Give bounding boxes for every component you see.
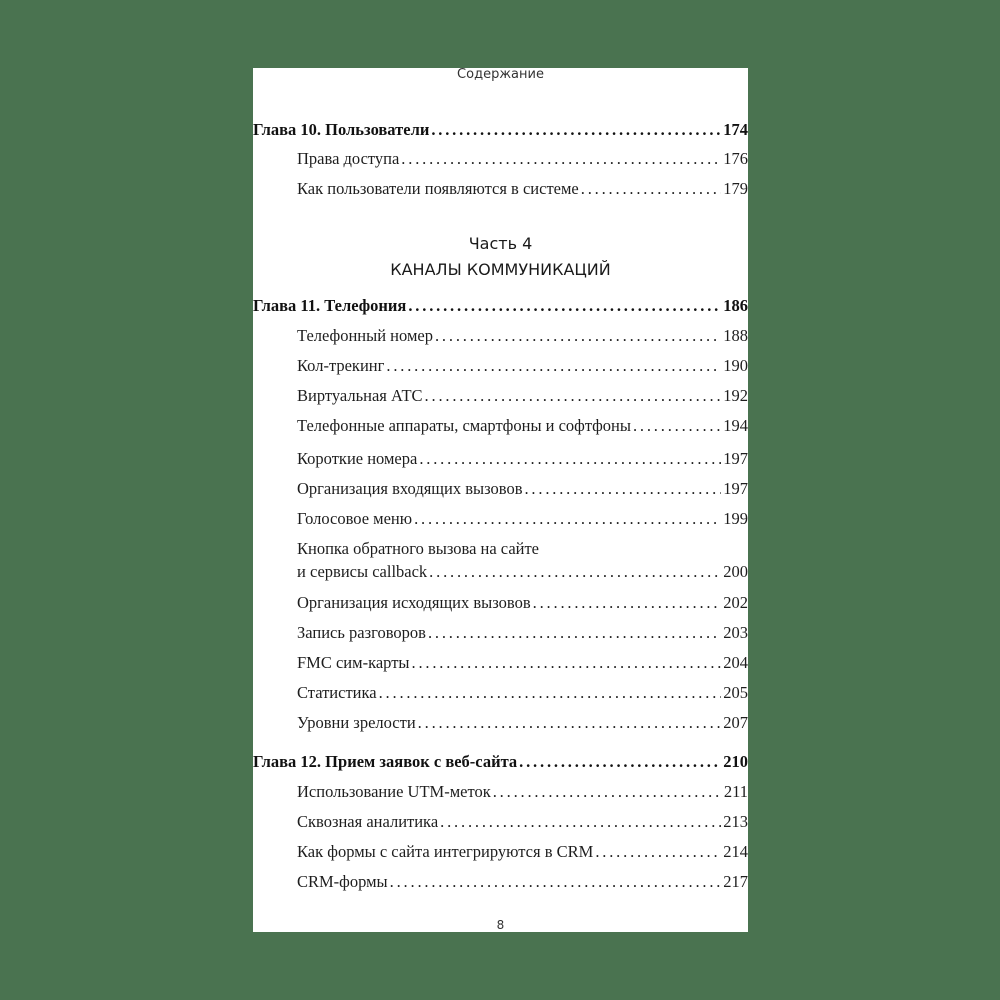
toc-page-number: 197 xyxy=(723,479,748,498)
toc-title: FMC сим-карты xyxy=(297,653,410,672)
dot-leader xyxy=(386,356,721,376)
part-label: Часть 4 xyxy=(468,234,533,253)
dot-leader xyxy=(440,812,721,832)
toc-section[interactable] xyxy=(297,326,748,346)
toc-section[interactable] xyxy=(297,179,748,199)
toc-page-number: 210 xyxy=(723,752,748,771)
toc-title: Телефонный номер xyxy=(297,326,433,345)
toc-page-number: 203 xyxy=(723,623,748,642)
part-title: КАНАЛЫ КОММУНИКАЦИЙ xyxy=(390,260,611,279)
toc-page-number: 211 xyxy=(723,782,748,801)
toc-title: Как пользователи появляются в системе xyxy=(297,179,579,198)
toc-title: Использование UTM-меток xyxy=(297,782,491,801)
toc-page-number: 200 xyxy=(723,562,748,581)
dot-leader xyxy=(419,449,721,469)
toc-chapter-12[interactable] xyxy=(253,752,748,772)
toc-page-number: 179 xyxy=(723,179,748,198)
dot-leader xyxy=(401,149,721,169)
toc-page-number: 204 xyxy=(723,653,748,672)
toc-title: Уровни зрелости xyxy=(297,713,416,732)
toc-title: Телефонные аппараты, смартфоны и софтфоны xyxy=(297,416,631,435)
toc-section[interactable] xyxy=(297,386,748,406)
page-number: 8 xyxy=(496,918,505,932)
toc-section[interactable] xyxy=(297,509,748,529)
dot-leader xyxy=(581,179,722,199)
toc-page-number: 213 xyxy=(723,812,748,831)
toc-section[interactable] xyxy=(297,653,748,673)
toc-page-number: 194 xyxy=(723,416,748,435)
toc-page-number: 217 xyxy=(723,872,748,891)
toc-title: Короткие номера xyxy=(297,449,418,468)
toc-title: Запись разговоров xyxy=(297,623,426,642)
running-head: Содержание xyxy=(457,68,544,82)
toc-title: Глава 10. Пользователи xyxy=(253,120,430,139)
dot-leader xyxy=(519,752,721,772)
toc-section[interactable] xyxy=(297,416,748,436)
toc-page-number: 205 xyxy=(723,683,748,702)
dot-leader xyxy=(524,479,721,499)
toc-page-number: 174 xyxy=(723,120,748,139)
toc-title: Виртуальная АТС xyxy=(297,386,423,405)
toc-section[interactable] xyxy=(297,149,748,169)
toc-section[interactable] xyxy=(297,842,748,862)
toc-title: Организация исходящих вызовов xyxy=(297,593,531,612)
toc-page-number: 186 xyxy=(723,296,748,315)
toc-section[interactable] xyxy=(297,593,748,613)
toc-page-number: 197 xyxy=(723,449,748,468)
dot-leader xyxy=(379,683,722,703)
toc-section-title-line1[interactable]: Кнопка обратного вызова на сайте xyxy=(297,539,540,558)
toc-page-number: 214 xyxy=(723,842,748,861)
toc-title: Глава 11. Телефония xyxy=(253,296,407,315)
toc-page-number: 199 xyxy=(723,509,748,528)
toc-title: Сквозная аналитика xyxy=(297,812,439,831)
dot-leader xyxy=(595,842,721,862)
dot-leader xyxy=(414,509,721,529)
toc-section[interactable] xyxy=(297,683,748,703)
toc-title: Статистика xyxy=(297,683,377,702)
dot-leader xyxy=(408,296,721,316)
dot-leader xyxy=(633,416,721,436)
dot-leader xyxy=(425,386,722,406)
toc-title: Права доступа xyxy=(297,149,400,168)
toc-section[interactable] xyxy=(297,812,748,832)
toc-title: Как формы с сайта интегрируются в CRM xyxy=(297,842,594,861)
dot-leader xyxy=(390,872,722,892)
toc-chapter-11[interactable] xyxy=(253,296,748,316)
toc-section[interactable] xyxy=(297,713,748,733)
toc-section[interactable] xyxy=(297,479,748,499)
dot-leader xyxy=(533,593,722,613)
toc-section[interactable] xyxy=(297,782,748,802)
toc-title: CRM-формы xyxy=(297,872,388,891)
dot-leader xyxy=(412,653,722,673)
toc-section[interactable] xyxy=(297,623,748,643)
toc-title: Глава 12. Прием заявок с веб-сайта xyxy=(253,752,518,771)
dot-leader xyxy=(418,713,722,733)
toc-page-number: 202 xyxy=(723,593,748,612)
dot-leader xyxy=(435,326,721,346)
dot-leader xyxy=(429,562,721,582)
toc-page-number: 188 xyxy=(723,326,748,345)
dot-leader xyxy=(431,120,721,140)
toc-page-number: 192 xyxy=(723,386,748,405)
toc-title: Голосовое меню xyxy=(297,509,413,528)
toc-title: Кол-трекинг xyxy=(297,356,385,375)
dot-leader xyxy=(493,782,722,802)
toc-page-number: 207 xyxy=(723,713,748,732)
toc-chapter-10[interactable] xyxy=(253,120,748,140)
book-page xyxy=(253,68,748,932)
toc-title: Организация входящих вызовов xyxy=(297,479,523,498)
toc-title: и сервисы callback xyxy=(297,562,428,581)
toc-section[interactable] xyxy=(297,872,748,892)
dot-leader xyxy=(428,623,721,643)
toc-section[interactable] xyxy=(297,449,748,469)
toc-section[interactable] xyxy=(297,562,748,582)
toc-page-number: 190 xyxy=(723,356,748,375)
toc-section[interactable] xyxy=(297,356,748,376)
toc-page-number: 176 xyxy=(723,149,748,168)
